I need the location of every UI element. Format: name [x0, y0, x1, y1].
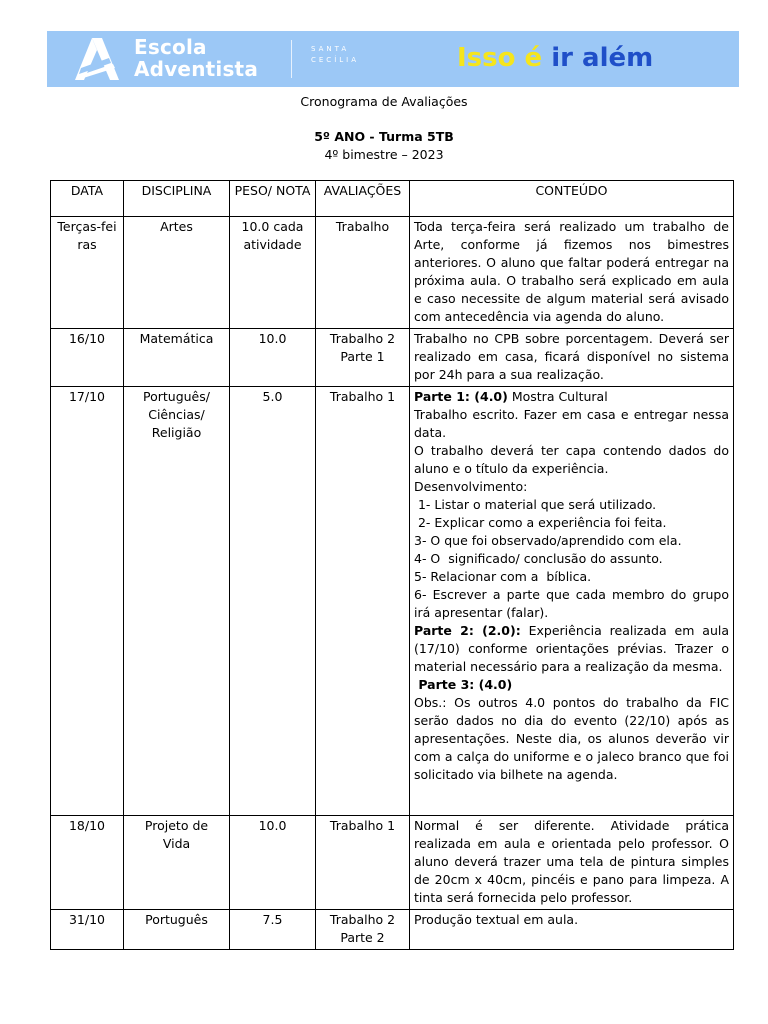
cell-assessment: Trabalho 2 Parte 1 [316, 329, 410, 387]
column-header-weight: PESO/ NOTA [230, 181, 316, 217]
campus-name-line2: CECÍLIA [311, 56, 360, 64]
cell-assessment: Trabalho [316, 217, 410, 329]
content-line: Desenvolvimento: [414, 479, 528, 494]
list-item: 1- Listar o material que será utilizado. [414, 497, 657, 512]
slogan-part1: Isso é [457, 43, 543, 73]
cell-assessment: Trabalho 1 [316, 816, 410, 910]
cell-subject: Artes [124, 217, 230, 329]
cell-weight: 10.0 [230, 816, 316, 910]
cell-date: 18/10 [51, 816, 124, 910]
cell-assessment: Trabalho 1 [316, 387, 410, 816]
cell-assessment: Trabalho 2 Parte 2 [316, 910, 410, 950]
column-header-content: CONTEÚDO [410, 181, 734, 217]
cell-subject: Português/ Ciências/ Religião [124, 387, 230, 816]
slogan-part2: ir além [551, 43, 654, 73]
cell-content: Normal é ser diferente. Atividade prática realizada em aula e orientada pelo professor. O aluno deverá trazer uma tela de pintura simples de 20cm x 40cm, pincéis e pano para limpeza. A tinta será fornecida pelo professor. [410, 816, 734, 910]
cell-weight: 5.0 [230, 387, 316, 816]
cell-content [410, 387, 734, 816]
part1-heading [414, 388, 729, 406]
cell-content: Trabalho no CPB sobre porcentagem. Deverá ser realizado em casa, ficará disponível no sistema por 24h para a sua realização. [410, 329, 734, 387]
cell-content: Produção textual em aula. [410, 910, 734, 950]
table-row [51, 217, 734, 329]
cell-weight: 7.5 [230, 910, 316, 950]
obs-paragraph: Obs.: Os outros 4.0 pontos do trabalho da FIC serão dados no dia do evento (22/10) após as apresentações. Neste dia, os alunos deverão vir com a calça do uniforme e o jaleco branco que foi solicitado via bilhete na agenda. [414, 695, 729, 782]
column-header-date: DATA [51, 181, 124, 217]
school-name [134, 36, 258, 80]
table-row [51, 816, 734, 910]
cell-subject: Português [124, 910, 230, 950]
slogan [457, 42, 653, 74]
cell-weight: 10.0 [230, 329, 316, 387]
document-title: Cronograma de Avaliações [300, 94, 468, 109]
cell-date: 17/10 [51, 387, 124, 816]
school-name-line2: Adventista [134, 57, 259, 81]
cell-date: Terças-feiras [51, 217, 124, 329]
term: 4º bimestre – 2023 [324, 147, 444, 162]
school-name-line1: Escola [134, 35, 207, 59]
part3-heading [414, 676, 729, 694]
column-header-assessment: AVALIAÇÕES [316, 181, 410, 217]
table-header-row [51, 181, 734, 217]
schedule-table [50, 180, 734, 950]
cell-subject: Matemática [124, 329, 230, 387]
table-row [51, 910, 734, 950]
part3-label: Parte 3: (4.0) [414, 677, 513, 692]
class-name: 5º ANO - Turma 5TB [314, 129, 454, 144]
cell-date: 16/10 [51, 329, 124, 387]
part1-title: Mostra Cultural [507, 389, 608, 404]
adventist-logo-icon [75, 38, 119, 80]
list-item: 4- O significado/ conclusão do assunto. [414, 551, 663, 566]
list-item: 2- Explicar como a experiência foi feita. [414, 515, 667, 530]
cell-weight: 10.0 cada atividade [230, 217, 316, 329]
logo-divider [291, 40, 292, 78]
cell-content: Toda terça-feira será realizado um trabalho de Arte, conforme já fizemos nos bimestres anteriores. O aluno que faltar poderá entregar na próxima aula. O trabalho será explicado em aula e caso necessite de algum material será avisado com antecedência via agenda do aluno. [410, 217, 734, 329]
content-line: Trabalho escrito. Fazer em casa e entregar nessa data. [414, 407, 729, 440]
table-row [51, 387, 734, 816]
campus-name-line1: SANTA [311, 45, 350, 53]
cell-subject: Projeto de Vida [124, 816, 230, 910]
campus-name [311, 44, 359, 66]
column-header-subject: DISCIPLINA [124, 181, 230, 217]
part1-label: Parte 1: (4.0) [414, 389, 508, 404]
header-banner [47, 31, 739, 87]
cell-date: 31/10 [51, 910, 124, 950]
part2-text: Experiência realizada em aula (17/10) conforme orientações prévias. Trazer o material necessário para a realização da mesma. [414, 623, 729, 674]
list-item: 3- O que foi observado/aprendido com ela. [414, 533, 682, 548]
table-row [51, 329, 734, 387]
part2-paragraph [414, 622, 729, 676]
list-item: 5- Relacionar com a bíblica. [414, 569, 592, 584]
list-item: 6- Escrever a parte que cada membro do grupo irá apresentar (falar). [414, 587, 729, 620]
part2-label: Parte 2: (2.0): [414, 623, 521, 638]
content-line: O trabalho deverá ter capa contendo dados do aluno e o título da experiência. [414, 443, 729, 476]
